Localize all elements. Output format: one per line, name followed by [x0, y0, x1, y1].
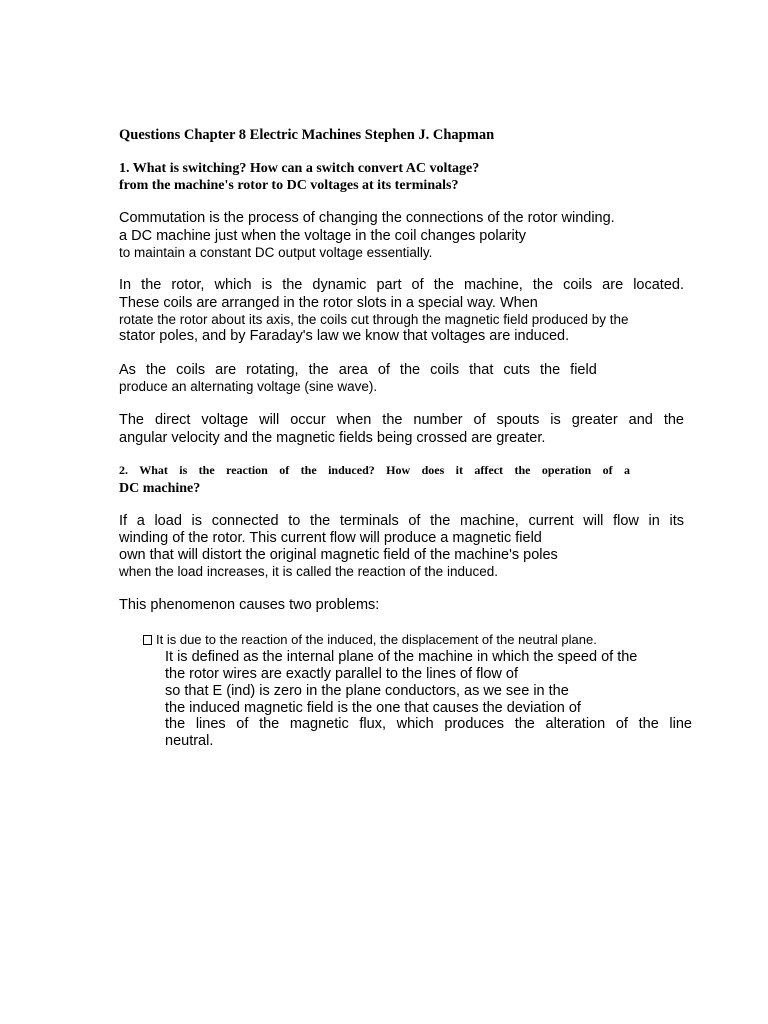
document-title: Questions Chapter 8 Electric Machines Stephen J. Chapman [119, 127, 495, 143]
question-2-line-2: DC machine? [119, 481, 201, 496]
bullet-line-5: the induced magnetic field is the one that causes the deviation of [165, 700, 581, 716]
question-2-line-1: 2. What is the reaction of the induced? How does it affect the operation of a [119, 463, 630, 477]
paragraph-5-line-4: when the load increases, it is called the reaction of the induced. [119, 564, 498, 579]
paragraph-1-line-1: Commutation is the process of changing the connections of the rotor winding. [119, 210, 615, 226]
paragraph-4-line-1: The direct voltage will occur when the number of spouts is greater and the [119, 412, 684, 428]
paragraph-2-line-3: rotate the rotor about its axis, the coils cut through the magnetic field produced by the [119, 312, 629, 327]
paragraph-5-line-2: winding of the rotor. This current flow will produce a magnetic field [119, 530, 542, 546]
question-1-line-1: 1. What is switching? How can a switch convert AC voltage? [119, 161, 480, 176]
bullet-box-icon [143, 635, 152, 645]
bullet-line-4: so that E (ind) is zero in the plane conductors, as we see in the [165, 683, 569, 699]
paragraph-5-line-1: If a load is connected to the terminals of the machine, current will flow in its [119, 513, 684, 529]
paragraph-5-line-3: own that will distort the original magnetic field of the machine's poles [119, 547, 558, 563]
paragraph-2-line-4: stator poles, and by Faraday's law we know that voltages are induced. [119, 328, 570, 344]
paragraph-3-line-2: produce an alternating voltage (sine wave). [119, 379, 378, 394]
bullet-line-6: the lines of the magnetic flux, which produces the alteration of the line [165, 716, 692, 732]
bullet-line-3: the rotor wires are exactly parallel to the lines of flow of [165, 666, 518, 682]
bullet-first-text: It is due to the reaction of the induced, the displacement of the neutral plane. [156, 632, 597, 647]
bullet-first-line [143, 632, 597, 647]
question-1-line-2: from the machine's rotor to DC voltages at its terminals? [119, 178, 459, 193]
paragraph-6: This phenomenon causes two problems: [119, 597, 380, 613]
paragraph-1-line-3: to maintain a constant DC output voltage essentially. [119, 245, 433, 260]
paragraph-2-line-1: In the rotor, which is the dynamic part of the machine, the coils are located. [119, 277, 684, 293]
paragraph-1-line-2: a DC machine just when the voltage in the coil changes polarity [119, 228, 527, 244]
paragraph-4-line-2: angular velocity and the magnetic fields being crossed are greater. [119, 430, 546, 446]
bullet-line-2: It is defined as the internal plane of the machine in which the speed of the [165, 649, 638, 665]
paragraph-3-line-1: As the coils are rotating, the area of the coils that cuts the field [119, 362, 597, 378]
paragraph-2-line-2: These coils are arranged in the rotor slots in a special way. When [119, 295, 538, 311]
bullet-line-7: neutral. [165, 733, 214, 749]
